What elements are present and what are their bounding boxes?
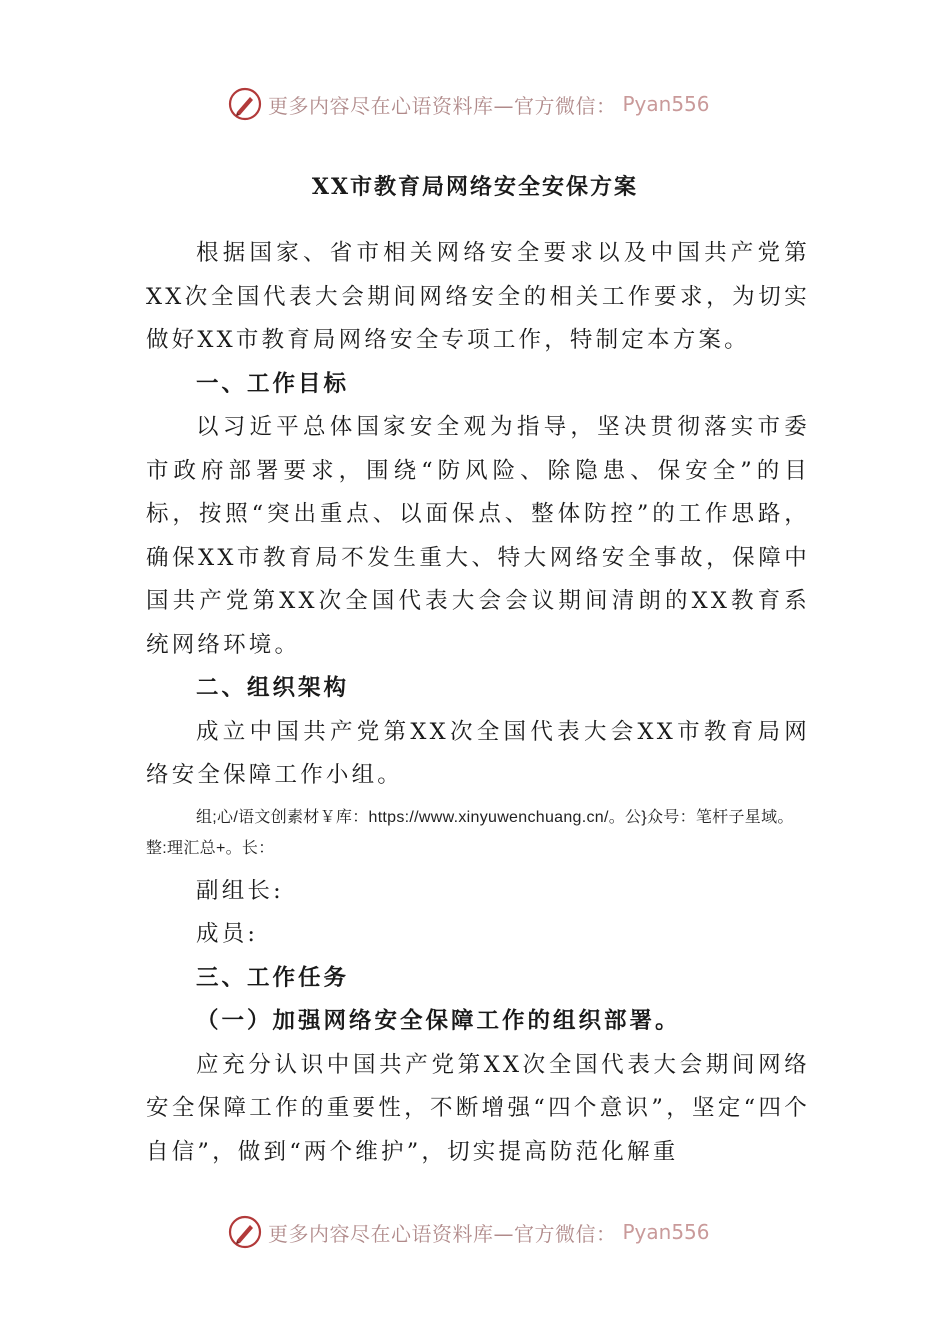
watermark-text: 更多内容尽在心语资料库—官方微信：	[268, 93, 617, 118]
watermark-banner-bottom	[228, 1212, 710, 1252]
watermark-text: 更多内容尽在心语资料库—官方微信：	[268, 1221, 617, 1246]
members-line: 成员:	[196, 921, 259, 947]
section1-paragraph: 以习近平总体国家安全观为指导，坚决贯彻落实市委市政府部署要求，围绕“防风险、除隐患、保安全”的目标，按照“突出重点、以面保点、整体防控”的工作思路，确保XX市教育局不发生重大、特大网络安全事故，保障中国共产党第XX次全国代表大会会议期间清朗的XX教育系统网络环境。	[146, 414, 810, 658]
section1-heading: 一、工作目标	[196, 370, 350, 397]
pen-logo-icon	[228, 87, 262, 121]
section3-subheading: （一）加强网络安全保障工作的组织部署。	[196, 1008, 681, 1034]
section2-paragraph: 成立中国共产党第XX次全国代表大会XX市教育局网络安全保障工作小组。	[146, 718, 810, 788]
pen-logo-icon	[228, 1215, 262, 1249]
document-body	[146, 232, 810, 1174]
section3-heading: 三、工作任务	[196, 964, 350, 991]
deputy-leader-line: 副组长:	[196, 877, 284, 904]
watermark-banner-top	[228, 84, 710, 124]
section3-paragraph: 应充分认识中国共产党第XX次全国代表大会期间网络安全保障工作的重要性，不断增强“四个意识”，坚定“四个自信”，做到“两个维护”，切实提高防范化解重	[146, 1051, 810, 1165]
document-title: XX市教育局网络安全安保方案	[311, 174, 639, 200]
inserted-note: 组;心/语文创素材￥库：https://www.xinyuwenchuang.cn/。公}众号：笔杆子星域。整:理汇总+。长：	[146, 808, 794, 857]
intro-paragraph: 根据国家、省市相关网络安全要求以及中国共产党第XX次全国代表大会期间网络安全的相关工作要求，为切实做好XX市教育局网络安全专项工作，特制定本方案。	[146, 240, 810, 353]
watermark-wechat-id: Pyan556	[622, 92, 710, 116]
watermark-wechat-id: Pyan556	[622, 1220, 710, 1244]
section2-heading: 二、组织架构	[196, 675, 350, 701]
